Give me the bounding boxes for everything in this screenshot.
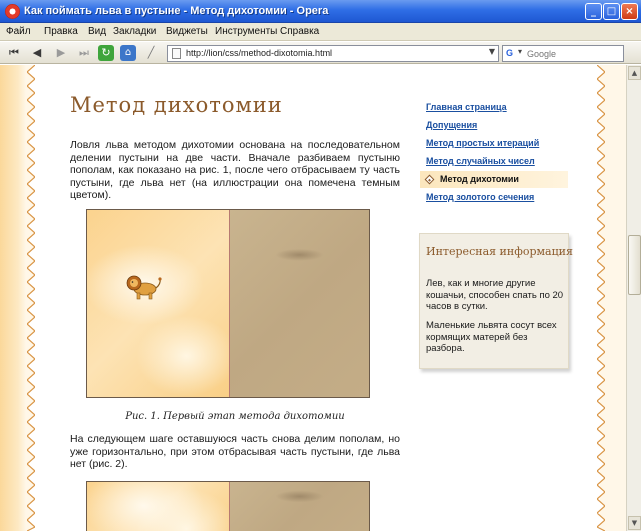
- reload-icon[interactable]: ↻: [98, 45, 114, 61]
- nav-item-simple-iterations[interactable]: Метод простых итераций: [426, 138, 540, 148]
- page-icon: [172, 48, 181, 59]
- info-fact: Лев, как и многие другие кошачьи, способен спать по 20 часов в сутки.: [426, 278, 564, 312]
- menu-view[interactable]: Вид: [88, 26, 107, 37]
- zigzag-left-border: [27, 65, 35, 531]
- menu-tools[interactable]: Инструменты: [215, 26, 278, 37]
- scroll-down-icon[interactable]: ▼: [628, 516, 641, 530]
- title-bar: [0, 0, 641, 23]
- desert-half-with-lion: [87, 210, 229, 397]
- scroll-thumb[interactable]: [628, 235, 641, 295]
- nav-item-random-numbers[interactable]: Метод случайных чисел: [426, 156, 535, 166]
- menu-bookmarks[interactable]: Закладки: [113, 26, 157, 37]
- wand-icon[interactable]: ╱: [147, 46, 155, 59]
- address-text[interactable]: http://lion/css/method-dixotomia.html: [186, 48, 333, 58]
- nav-item-golden-section[interactable]: Метод золотого сечения: [426, 192, 535, 202]
- article-paragraph: Ловля льва методом дихотомии основана на последовательном делении пустыни на две части. Вначале разбиваем пустыню пополам, как показано на рис. 1, после чего отбрасываем ту часть пустыни, где льва нет (на иллюстрации она помечена темным цветом).: [70, 139, 400, 201]
- scroll-up-icon[interactable]: ▲: [628, 66, 641, 80]
- info-box-title: Интересная информация: [426, 245, 573, 258]
- article-paragraph: На следующем шаге оставшуюся часть снова делим пополам, но уже горизонтально, при этом отбрасывая часть пустыни, где льва нет (рис. 2).: [70, 433, 400, 470]
- menu-bar: [0, 23, 641, 41]
- search-box[interactable]: [502, 45, 624, 62]
- desert-half-with-lion: [87, 482, 229, 531]
- home-icon[interactable]: ⌂: [120, 45, 136, 61]
- figure-desert-split-2: [86, 481, 370, 531]
- address-bar[interactable]: [167, 45, 499, 62]
- menu-edit[interactable]: Правка: [44, 26, 78, 37]
- fast-forward-icon[interactable]: ⏭: [79, 46, 89, 59]
- menu-help[interactable]: Справка: [280, 26, 320, 37]
- close-button[interactable]: ×: [621, 3, 638, 20]
- opera-logo-icon: [5, 4, 20, 19]
- maximize-button[interactable]: □: [603, 3, 620, 20]
- vertical-scrollbar[interactable]: [626, 65, 641, 531]
- figure-desert-split: [86, 209, 370, 398]
- nav-item-dichotomy-active[interactable]: [420, 171, 568, 188]
- search-engine-dropdown-icon[interactable]: ▾: [518, 47, 523, 56]
- rewind-icon[interactable]: ⏮: [9, 46, 19, 59]
- search-input[interactable]: [527, 47, 621, 60]
- zigzag-right-border: [597, 65, 605, 531]
- figure-caption: Рис. 1. Первый этап метода дихотомии: [125, 411, 345, 422]
- desert-half-discarded: [229, 210, 369, 397]
- nav-item-assumptions[interactable]: Допущения: [426, 120, 478, 130]
- forward-icon[interactable]: ▶: [56, 46, 66, 59]
- desert-half-discarded: [229, 482, 369, 531]
- page-title: Метод дихотомии: [70, 93, 283, 117]
- info-fact: Маленькие львята сосут всех кормящих матерей без разбора.: [426, 320, 557, 354]
- diamond-bullet-icon: [425, 175, 435, 185]
- nav-item-home[interactable]: Главная страница: [426, 102, 507, 112]
- info-box: [419, 233, 573, 369]
- minimize-button[interactable]: _: [585, 3, 602, 20]
- window-title: Как поймать льва в пустыне - Метод дихотомии - Opera: [24, 5, 329, 17]
- menu-widgets[interactable]: Виджеты: [166, 26, 208, 37]
- back-icon[interactable]: ◀: [32, 46, 42, 59]
- page-viewport: [0, 65, 641, 531]
- nav-item-label: Метод дихотомии: [440, 174, 519, 184]
- address-dropdown-icon[interactable]: ▼: [488, 47, 495, 56]
- lion-icon: [123, 270, 163, 302]
- google-logo-icon: G: [506, 48, 514, 58]
- toolbar: [0, 42, 641, 64]
- menu-file[interactable]: Файл: [6, 26, 31, 37]
